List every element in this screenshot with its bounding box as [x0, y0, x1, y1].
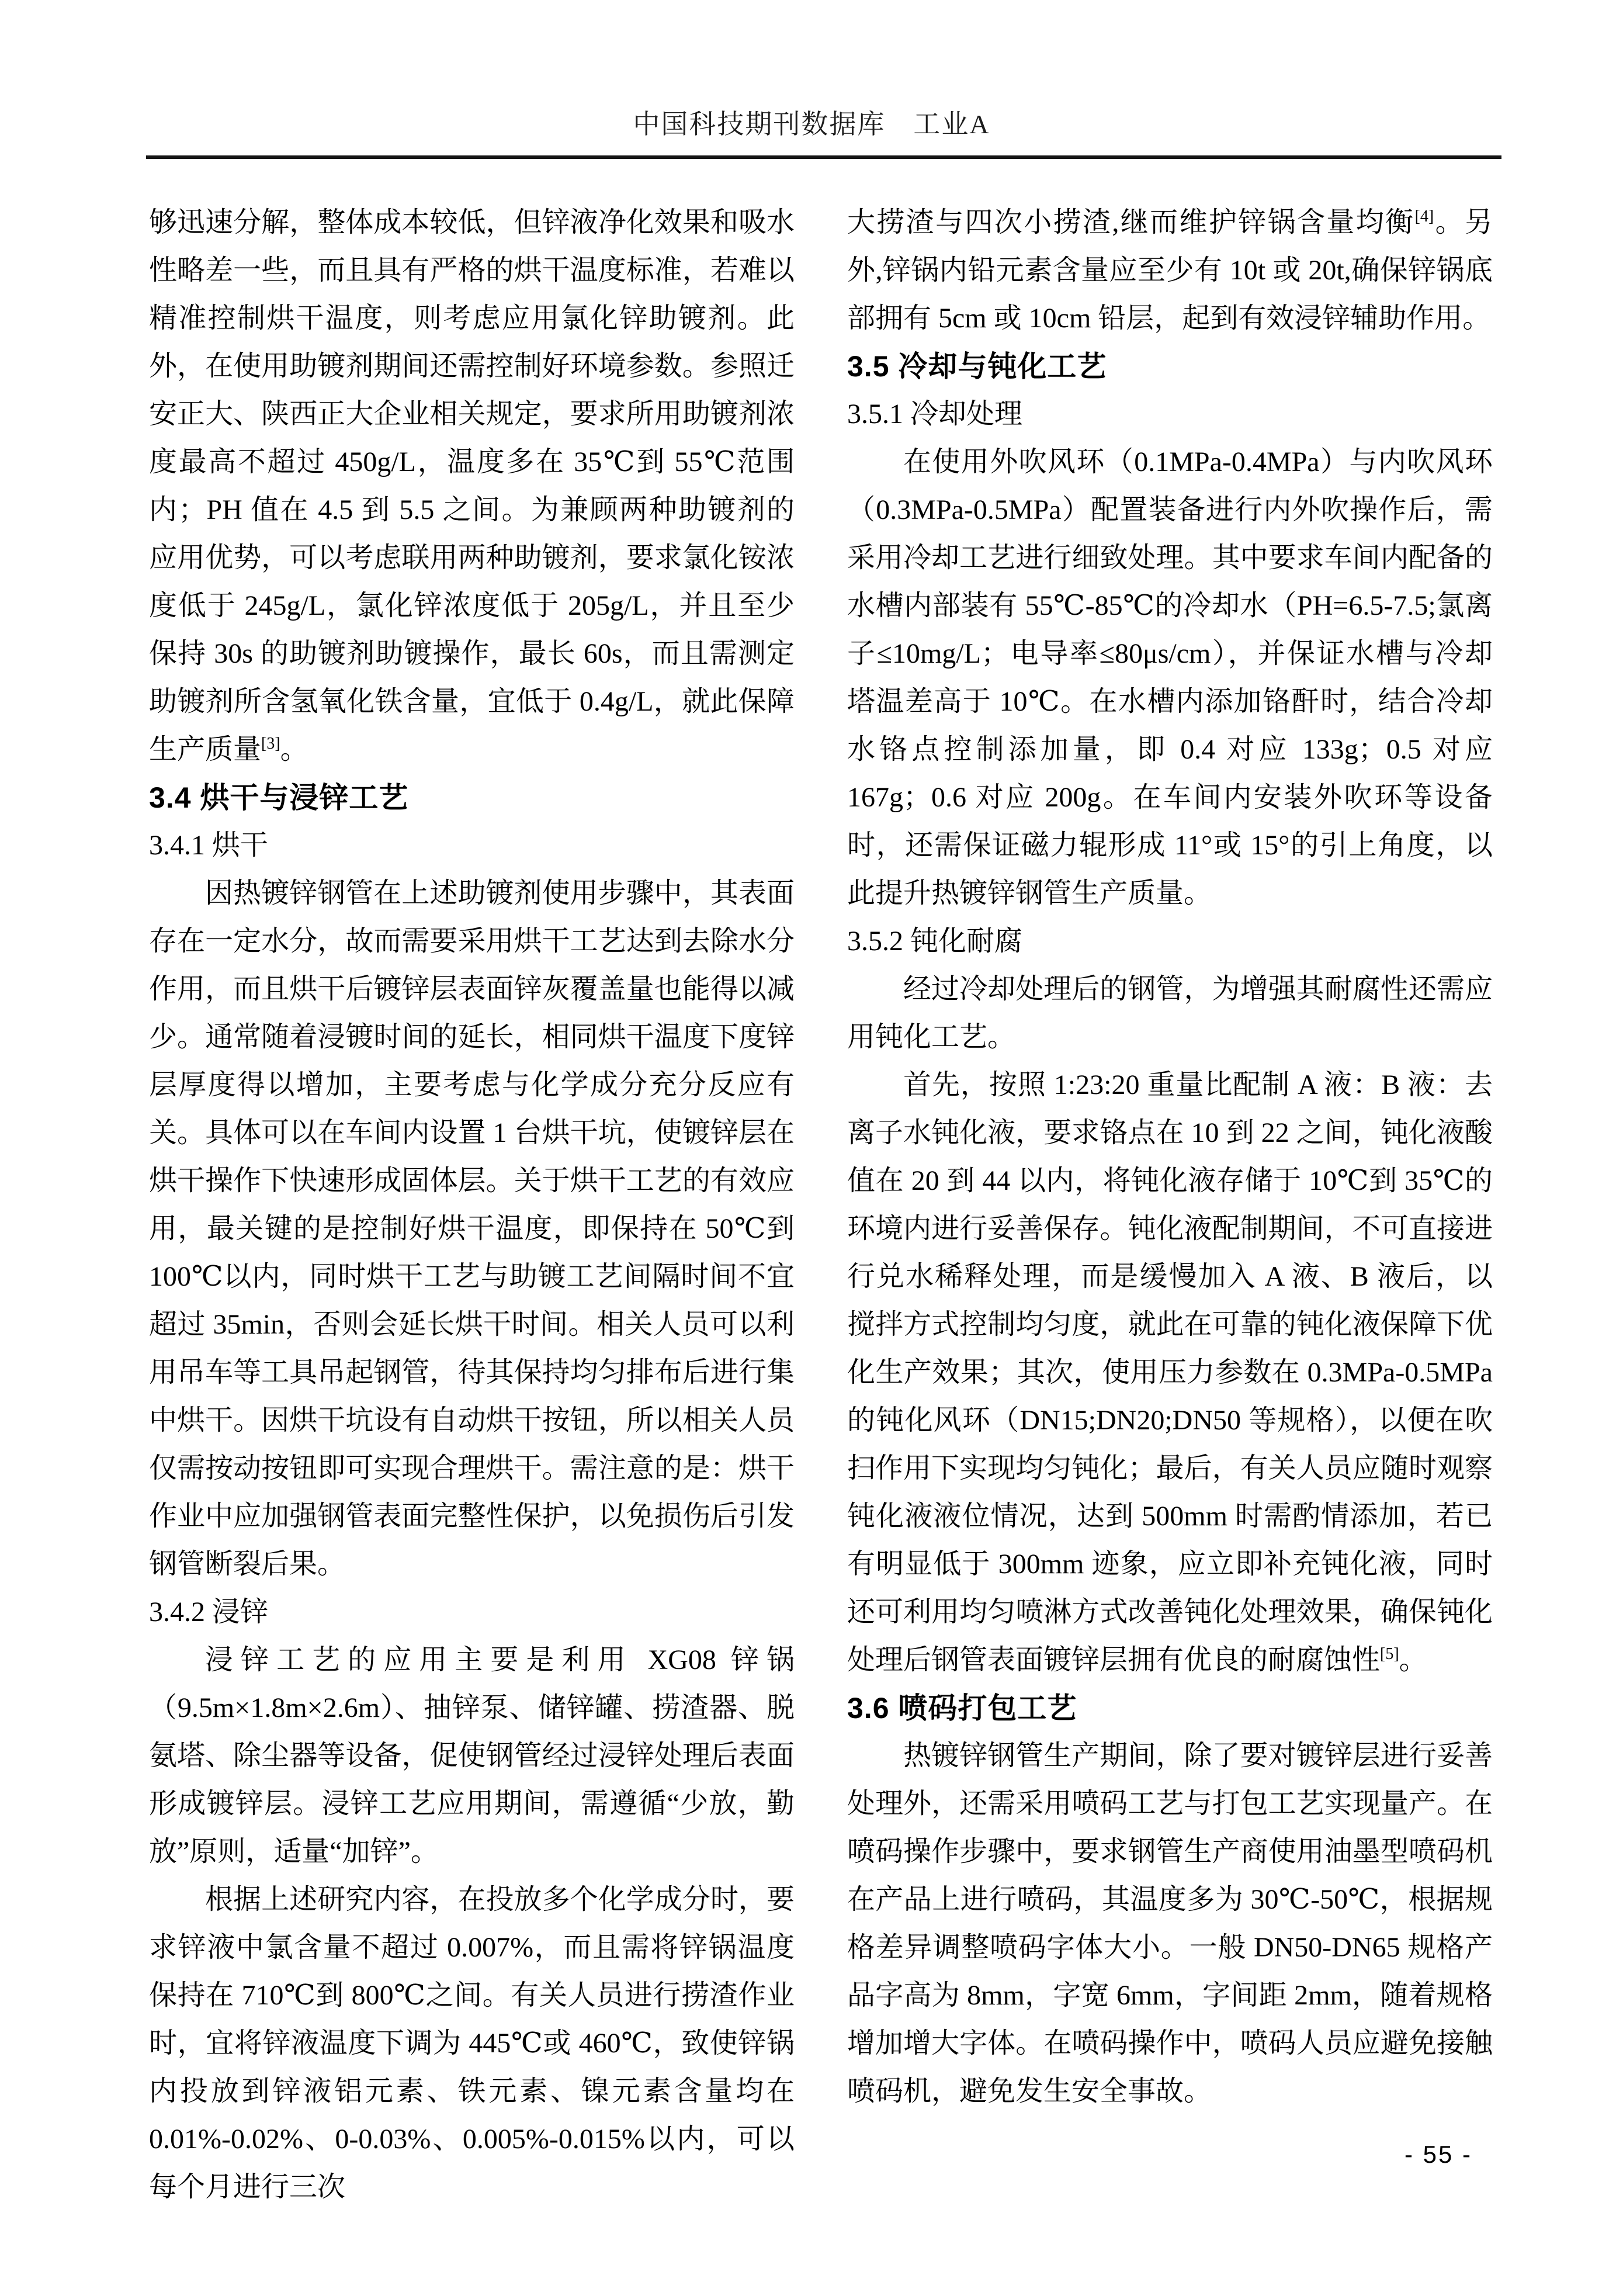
header-rule [146, 155, 1501, 159]
subsection-heading: 3.5.1 冷却处理 [847, 399, 1023, 430]
section-heading: 3.6 喷码打包工艺 [847, 1692, 1077, 1724]
section-heading: 3.4 烘干与浸锌工艺 [149, 781, 409, 814]
right-column [847, 199, 1493, 2211]
paragraph: 热镀锌钢管生产期间，除了要对镀锌层进行妥善处理外，还需采用喷码工艺与打包工艺实现量产。在喷码操作步骤中，要求钢管生产商使用油墨型喷码机在产品上进行喷码，其温度多为 30℃-50℃，根据规格差异调整喷码字体大小。一般 DN50-DN65 规格产品字高为 8mm，字宽 6mm，字间距 2mm，随着规格增加增大字体。在喷码操作中，喷码人员应避免接触喷码机，避免发生安全事故。 [847, 1740, 1493, 2107]
paragraph: 大捞渣与四次小捞渣,继而维护锌锅含量均衡[4]。另外,锌锅内铅元素含量应至少有 10t 或 20t,确保锌锅底部拥有 5cm 或 10cm 铅层，起到有效浸锌辅助作用。 [847, 207, 1493, 334]
paragraph: 经过冷却处理后的钢管，为增强其耐腐性还需应用钝化工艺。 [847, 974, 1493, 1052]
left-column [149, 199, 795, 2211]
page-content [149, 199, 1493, 2211]
subsection-heading: 3.5.2 钝化耐腐 [847, 926, 1023, 957]
paragraph: 在使用外吹风环（0.1MPa-0.4MPa）与内吹风环（0.3MPa-0.5MPa）配置装备进行内外吹操作后，需采用冷却工艺进行细致处理。其中要求车间内配备的水槽内部装有 55℃-85℃的冷却水（PH=6.5-7.5;氯离子≤10mg/L；电导率≤80μs/cm），并保证水槽与冷却塔温差高于 10℃。在水槽内添加铬酐时，结合冷却水铬点控制添加量，即 0.4 对应 133g；0.5 对应 167g；0.6 对应 200g。在车间内安装外吹环等设备时，还需保证磁力辊形成 11°或 15°的引上角度，以此提升热镀锌钢管生产质量。 [847, 446, 1493, 909]
subsection-heading: 3.4.2 浸锌 [149, 1597, 269, 1627]
paragraph: 因热镀锌钢管在上述助镀剂使用步骤中，其表面存在一定水分，故而需要采用烘干工艺达到去除水分作用，而且烘干后镀锌层表面锌灰覆盖量也能得以减少。通常随着浸镀时间的延长，相同烘干温度下度锌层厚度得以增加，主要考虑与化学成分充分反应有关。具体可以在车间内设置 1 台烘干坑，使镀锌层在烘干操作下快速形成固体层。关于烘干工艺的有效应用，最关键的是控制好烘干温度，即保持在 50℃到 100℃以内，同时烘干工艺与助镀工艺间隔时间不宜超过 35min，否则会延长烘干时间。相关人员可以利用吊车等工具吊起钢管，待其保持均匀排布后进行集中烘干。因烘干坑设有自动烘干按钮，所以相关人员仅需按动按钮即可实现合理烘干。需注意的是：烘干作业中应加强钢管表面完整性保护，以免损伤后引发钢管断裂后果。 [149, 878, 795, 1580]
paragraph: 首先，按照 1:23:20 重量比配制 A 液：B 液：去离子水钝化液，要求铬点在 10 到 22 之间，钝化液酸值在 20 到 44 以内，将钝化液存储于 10℃到 35℃的环境内进行妥善保存。钝化液配制期间，不可直接进行兑水稀释处理，而是缓慢加入 A 液、B 液后，以搅拌方式控制均匀度，就此在可靠的钝化液保障下优化生产效果；其次，使用压力参数在 0.3MPa-0.5MPa 的钝化风环（DN15;DN20;DN50 等规格），以便在吹扫作用下实现均匀钝化；最后，有关人员应随时观察钝化液液位情况，达到 500mm 时需酌情添加，若已有明显低于 300mm 迹象，应立即补充钝化液，同时还可利用均匀喷淋方式改善钝化处理效果，确保钝化处理后钢管表面镀锌层拥有优良的耐腐蚀性[5]。 [847, 1069, 1493, 1675]
citation-ref: [3] [261, 735, 280, 753]
subsection-heading: 3.4.1 烘干 [149, 830, 269, 861]
citation-ref: [5] [1380, 1645, 1399, 1663]
section-heading: 3.5 冷却与钝化工艺 [847, 350, 1107, 383]
paragraph: 够迅速分解，整体成本较低，但锌液净化效果和吸水性略差一些，而且具有严格的烘干温度标准，若难以精准控制烘干温度，则考虑应用氯化锌助镀剂。此外，在使用助镀剂期间还需控制好环境参数。参照迁安正大、陕西正大企业相关规定，要求所用助镀剂浓度最高不超过 450g/L，温度多在 35℃到 55℃范围内；PH 值在 4.5 到 5.5 之间。为兼顾两种助镀剂的应用优势，可以考虑联用两种助镀剂，要求氯化铵浓度低于 245g/L，氯化锌浓度低于 205g/L，并且至少保持 30s 的助镀剂助镀操作，最长 60s，而且需测定助镀剂所含氢氧化铁含量，宜低于 0.4g/L，就此保障生产质量[3]。 [149, 207, 795, 765]
page-number: - 55 - [1404, 2141, 1472, 2168]
citation-ref: [4] [1414, 207, 1434, 226]
paragraph: 浸锌工艺的应用主要是利用 XG08 锌锅（9.5m×1.8m×2.6m）、抽锌泵、储锌罐、捞渣器、脱氨塔、除尘器等设备，促使钢管经过浸锌处理后表面形成镀锌层。浸锌工艺应用期间，需遵循“少放，勤放”原则，适量“加锌”。 [149, 1644, 795, 1867]
paragraph: 根据上述研究内容，在投放多个化学成分时，要求锌液中氯含量不超过 0.007%，而且需将锌锅温度保持在 710℃到 800℃之间。有关人员进行捞渣作业时，宜将锌液温度下调为 445℃或 460℃，致使锌锅内投放到锌液铝元素、铁元素、镍元素含量均在 0.01%-0.02%、0-0.03%、0.005%-0.015%以内，可以每个月进行三次 [149, 1884, 795, 2203]
journal-header-title: 中国科技期刊数据库 工业A [633, 109, 990, 139]
